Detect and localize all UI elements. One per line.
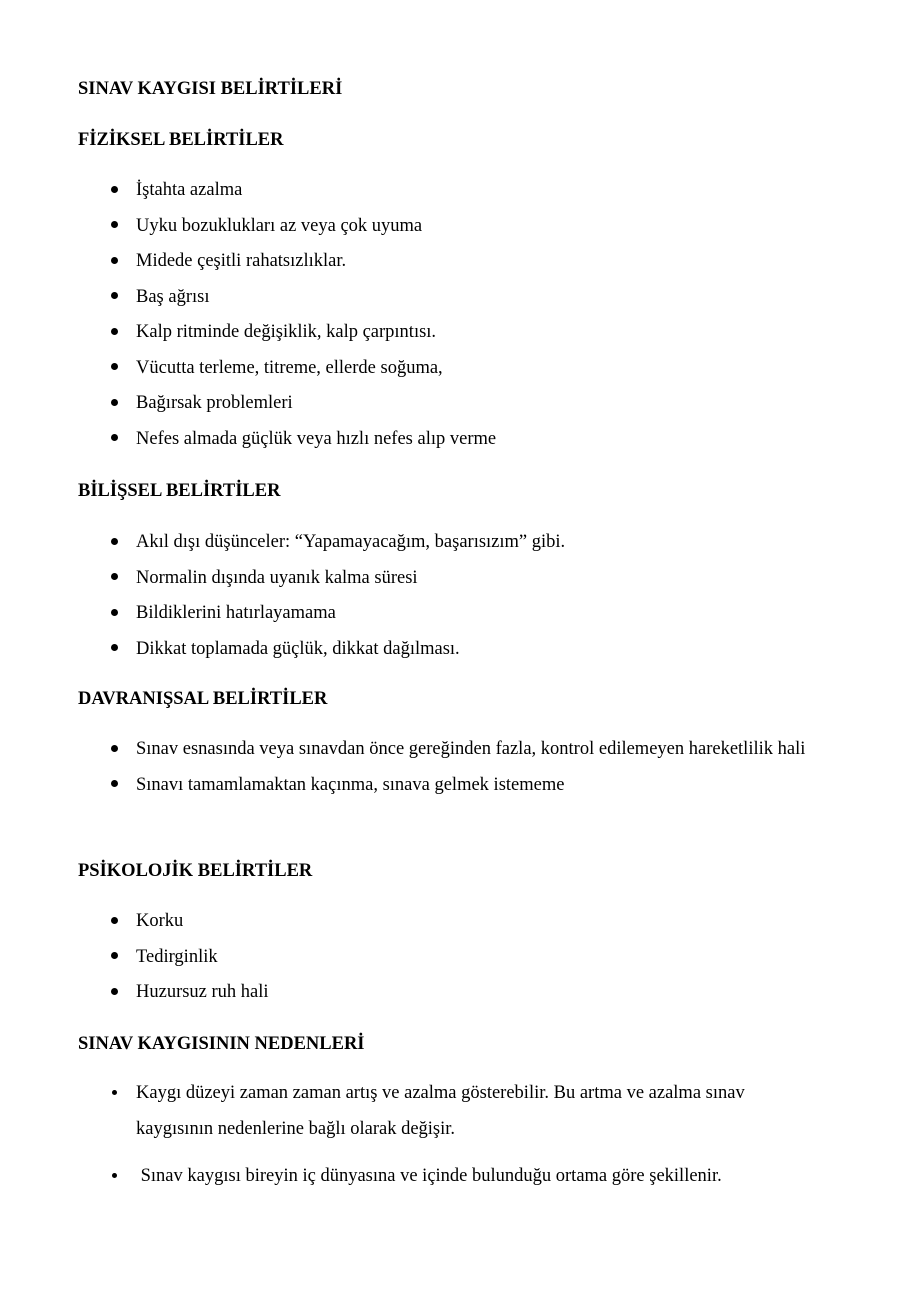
bullet-icon (104, 525, 124, 561)
bullet-icon (104, 244, 124, 280)
list-item: Dikkat toplamada güçlük, dikkat dağılması. (0, 632, 822, 668)
bullet-icon (104, 975, 124, 1011)
bullet-icon (104, 940, 124, 976)
causes-list (0, 1076, 822, 1195)
bullet-icon (104, 561, 124, 597)
bullet-icon (104, 422, 124, 458)
list-item: Kalp ritminde değişiklik, kalp çarpıntısı. (0, 315, 822, 351)
bullet-icon (104, 351, 124, 387)
list-item: Bildiklerini hatırlayamama (0, 596, 822, 632)
list-item: Tedirginlik (0, 940, 822, 976)
document-title: SINAV KAYGISI BELİRTİLERİ (78, 79, 343, 99)
behavioral-symptoms-list (0, 732, 822, 803)
list-item: Nefes almada güçlük veya hızlı nefes alıp verme (0, 422, 822, 458)
list-item: Midede çeşitli rahatsızlıklar. (0, 244, 822, 280)
list-item: Sınav esnasında veya sınavdan önce gereğinden fazla, kontrol edilemeyen hareketlilik hali (0, 732, 822, 768)
bullet-icon (104, 768, 124, 804)
bullet-icon (104, 386, 124, 422)
bullet-icon (104, 1159, 124, 1195)
section-heading-behavioral: DAVRANIŞSAL BELİRTİLER (78, 689, 328, 709)
bullet-icon (104, 315, 124, 351)
list-item: Bağırsak problemleri (0, 386, 822, 422)
cognitive-symptoms-list (0, 525, 822, 667)
list-item: Akıl dışı düşünceler: “Yapamayacağım, başarısızım” gibi. (0, 525, 822, 561)
bullet-icon (104, 209, 124, 245)
list-item: Huzursuz ruh hali (0, 975, 822, 1011)
list-item: Vücutta terleme, titreme, ellerde soğuma, (0, 351, 822, 387)
list-item: İştahta azalma (0, 173, 822, 209)
list-item: Sınavı tamamlamaktan kaçınma, sınava gelmek istememe (0, 768, 822, 804)
list-item: Uyku bozuklukları az veya çok uyuma (0, 209, 822, 245)
list-item: Korku (0, 904, 822, 940)
bullet-icon (104, 732, 124, 768)
bullet-icon (104, 280, 124, 316)
section-heading-causes: SINAV KAYGISININ NEDENLERİ (78, 1034, 365, 1054)
section-heading-psychological: PSİKOLOJİK BELİRTİLER (78, 861, 313, 881)
psychological-symptoms-list (0, 904, 822, 1011)
bullet-icon (104, 596, 124, 632)
list-item: Normalin dışında uyanık kalma süresi (0, 561, 822, 597)
physical-symptoms-list (0, 173, 822, 457)
list-item: Kaygı düzeyi zaman zaman artış ve azalma gösterebilir. Bu artma ve azalma sınav kaygısının nedenlerine bağlı olarak değişir. (0, 1076, 822, 1147)
bullet-icon (104, 904, 124, 940)
section-heading-cognitive: BİLİŞSEL BELİRTİLER (78, 481, 281, 501)
list-item: Sınav kaygısı bireyin iç dünyasına ve içinde bulunduğu ortama göre şekillenir. (0, 1159, 822, 1195)
section-heading-physical: FİZİKSEL BELİRTİLER (78, 130, 284, 150)
bullet-icon (104, 632, 124, 668)
bullet-icon (104, 173, 124, 209)
list-item: Baş ağrısı (0, 280, 822, 316)
bullet-icon (104, 1076, 124, 1112)
